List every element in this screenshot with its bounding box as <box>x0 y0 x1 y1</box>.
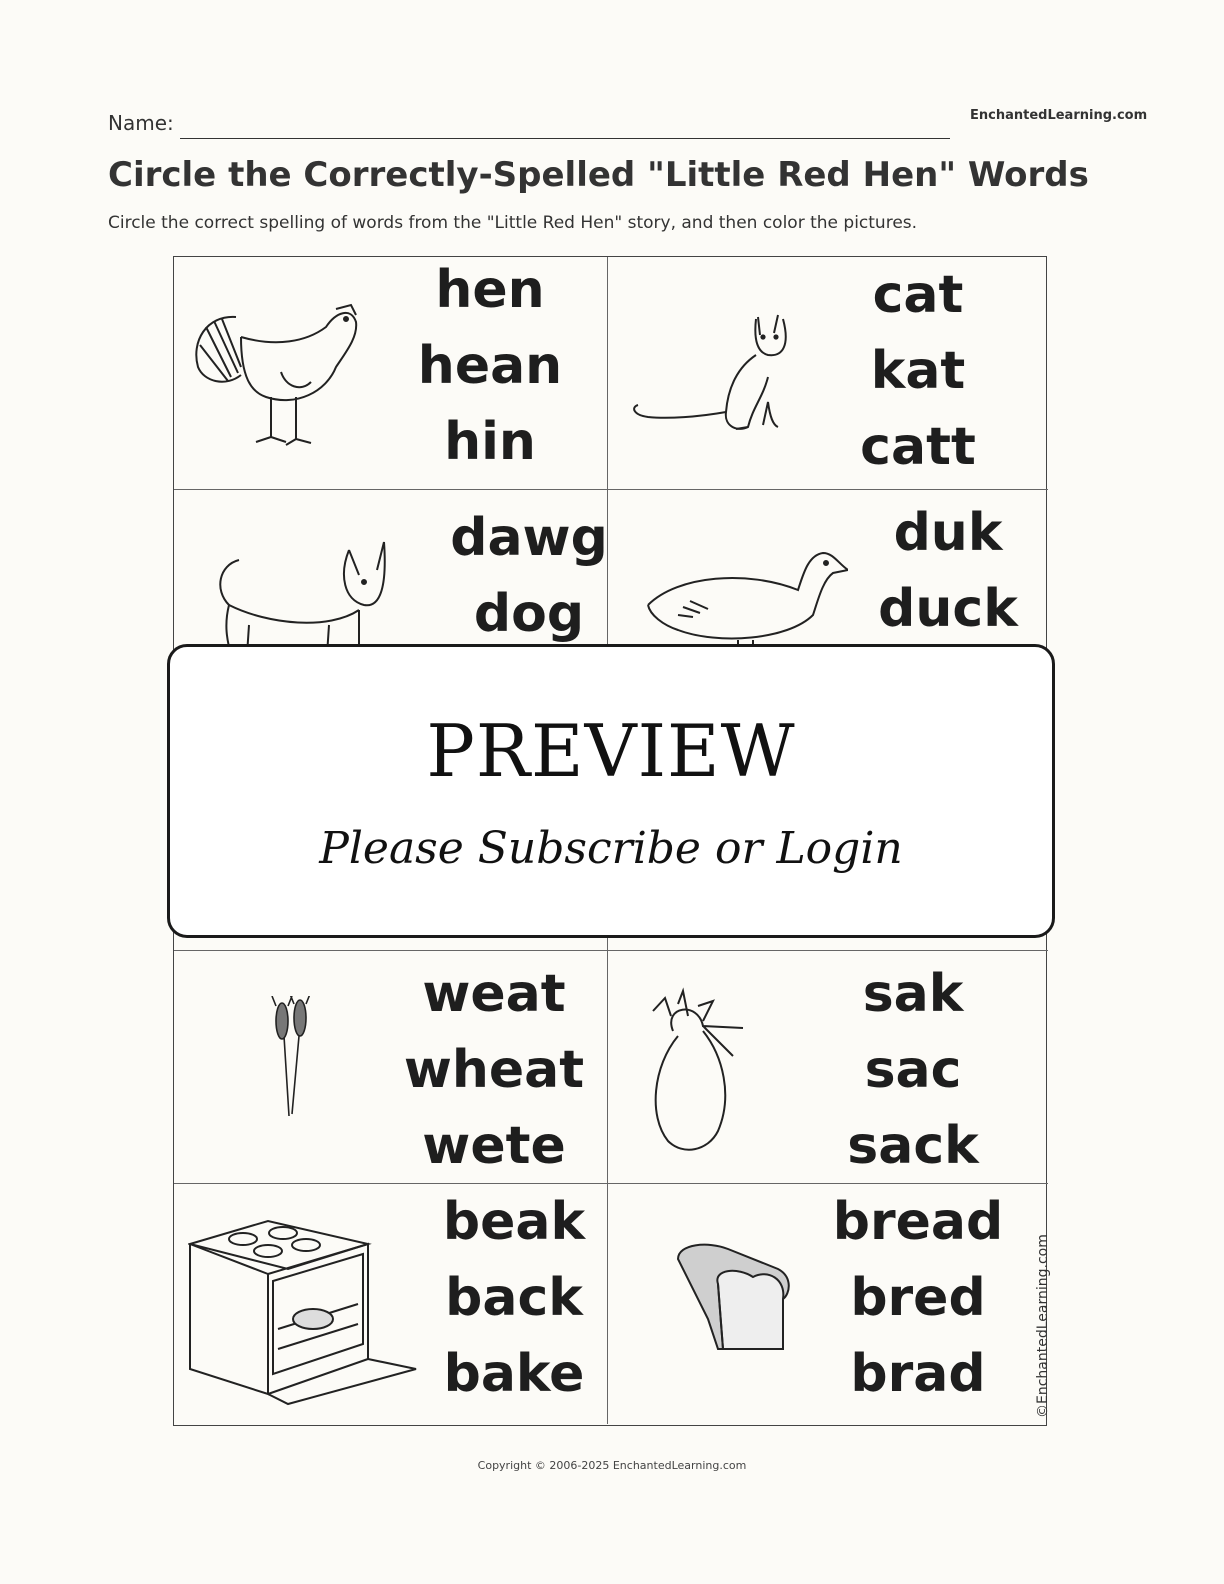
word-choice[interactable]: hin <box>444 412 536 472</box>
cell-sack <box>608 951 1048 1184</box>
preview-overlay[interactable] <box>167 644 1055 938</box>
word-choice[interactable]: beak <box>442 1192 586 1252</box>
word-choice[interactable]: bake <box>443 1344 585 1404</box>
word-choice[interactable]: catt <box>860 417 976 477</box>
site-tag: EnchantedLearning.com <box>970 108 1148 123</box>
word-choice[interactable]: duck <box>878 579 1018 639</box>
wheat-picture <box>264 996 324 1126</box>
word-choice[interactable]: dog <box>473 584 585 644</box>
bread-picture <box>668 1239 798 1359</box>
word-choice[interactable]: cat <box>872 265 964 325</box>
word-choice[interactable]: bred <box>850 1268 986 1328</box>
preview-title: PREVIEW <box>426 709 796 793</box>
word-choice[interactable]: back <box>445 1268 583 1328</box>
cell-wheat <box>174 951 608 1184</box>
word-choice[interactable]: wete <box>422 1116 566 1176</box>
duck-picture <box>638 545 848 655</box>
sack-picture <box>643 986 763 1156</box>
word-choice[interactable]: kat <box>870 341 966 401</box>
worksheet-instructions: Circle the correct spelling of words from the "Little Red Hen" story, and then color the pictures. <box>108 213 918 233</box>
dog-picture <box>209 530 399 660</box>
copyright: Copyright © 2006-2025 EnchantedLearning.com <box>477 1459 747 1472</box>
cell-oven <box>174 1184 608 1424</box>
word-choice[interactable]: hen <box>435 260 545 320</box>
cell-cat <box>608 257 1048 490</box>
word-choice[interactable]: wheat <box>403 1040 585 1100</box>
cell-bread <box>608 1184 1048 1424</box>
word-choice[interactable]: sak <box>862 964 964 1024</box>
cat-picture <box>628 307 808 437</box>
word-choice[interactable]: duk <box>893 503 1003 563</box>
word-choice[interactable]: bread <box>832 1192 1004 1252</box>
word-choice[interactable]: hean <box>417 336 563 396</box>
word-choice[interactable]: sac <box>864 1040 962 1100</box>
vertical-credit: ©EnchantedLearning.com <box>1035 1234 1051 1418</box>
subscribe-login-link[interactable]: Please Subscribe or Login <box>319 823 903 874</box>
cell-hen <box>174 257 608 490</box>
word-choice[interactable]: dawg <box>450 508 608 568</box>
word-choice[interactable]: sack <box>847 1116 979 1176</box>
word-choice[interactable]: weat <box>422 964 566 1024</box>
word-choice[interactable]: brad <box>850 1344 986 1404</box>
name-line[interactable] <box>180 138 950 139</box>
hen-picture <box>186 297 376 457</box>
oven-picture <box>188 1219 418 1409</box>
worksheet-title: Circle the Correctly-Spelled "Little Red Hen" Words <box>108 155 1089 195</box>
name-label: Name: <box>108 111 174 135</box>
